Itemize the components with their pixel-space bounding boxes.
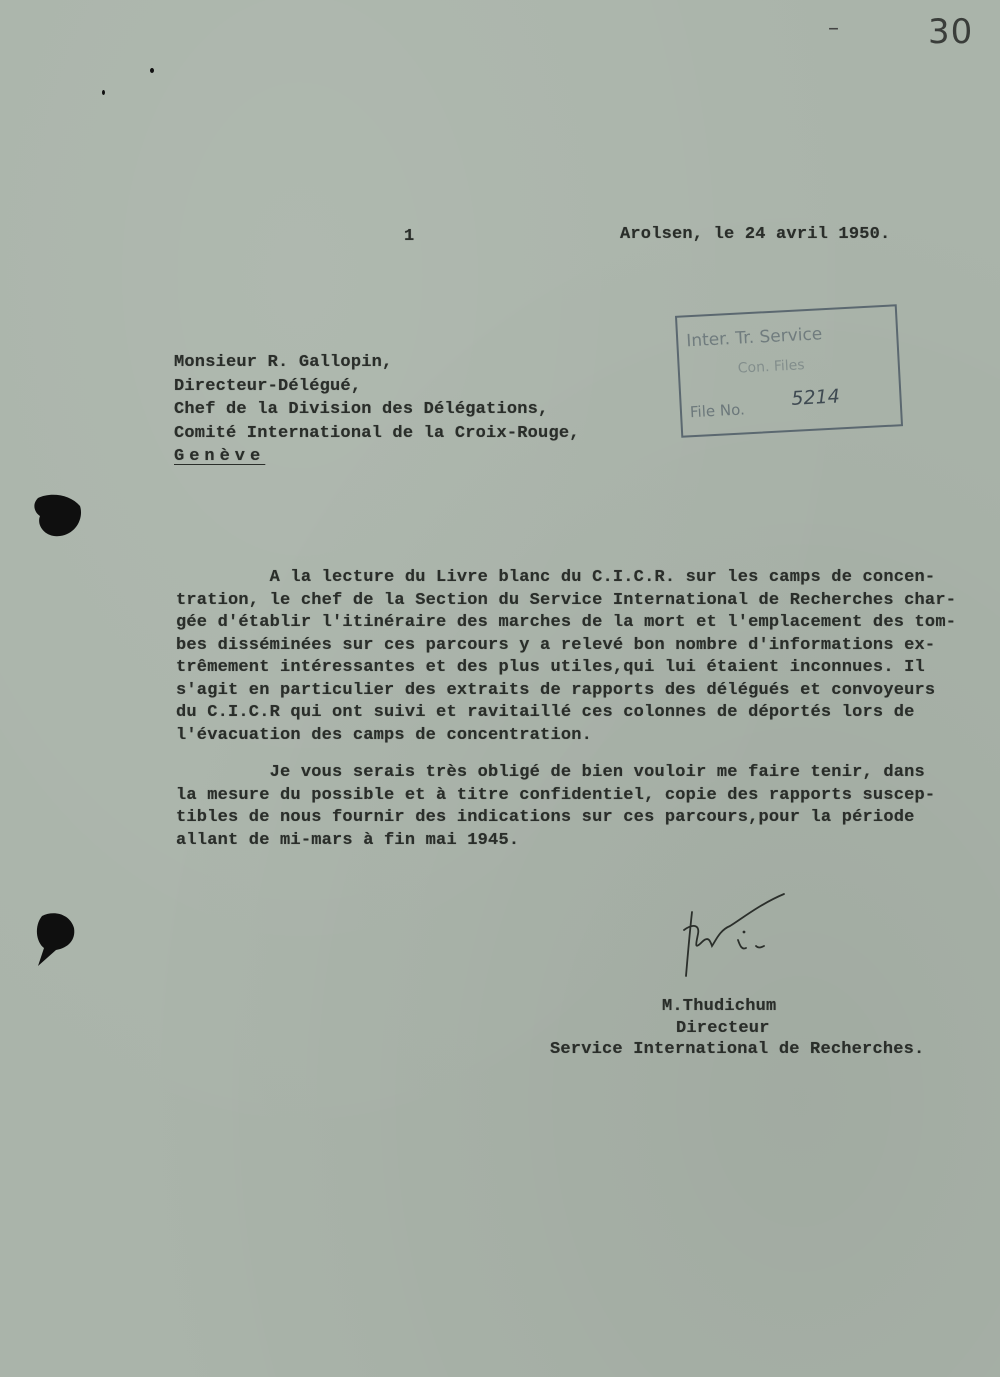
paragraph-1-line: s'agit en particulier des extraits de rapports des délégués et convoyeurs xyxy=(176,680,936,700)
addressee-division: Chef de la Division des Délégations, xyxy=(174,400,549,419)
paragraph-1-line: l'évacuation des camps de concentration. xyxy=(176,725,593,745)
paragraph-2-line: la mesure du possible et à titre confidentiel, copie des rapports suscep- xyxy=(176,785,936,805)
paragraph-1-line: trêmement intéressantes et des plus utiles,qui lui étaient inconnues. Il xyxy=(176,658,925,677)
punch-hole-top xyxy=(30,490,86,540)
addressee-name: Monsieur R. Gallopin, xyxy=(174,353,393,372)
stamp-file-label: File No. xyxy=(689,400,746,422)
punch-hole-bottom xyxy=(30,908,80,972)
addressee-title: Directeur-Délégué, xyxy=(174,376,362,396)
handwritten-initials xyxy=(680,890,790,982)
place-date: Arolsen, le 24 avril 1950. xyxy=(620,225,891,244)
addressee-city: Genève xyxy=(174,447,266,466)
reference-number: 1 xyxy=(404,227,415,246)
body-paragraph-2 xyxy=(176,762,935,852)
signatory-name: M.Thudichum xyxy=(662,997,777,1016)
signatory-organization: Service International de Recherches. xyxy=(550,1040,925,1059)
body-paragraph-1 xyxy=(176,567,956,747)
speck-mark xyxy=(102,90,105,95)
stamp-line-1: Inter. Tr. Service xyxy=(685,324,823,352)
paragraph-2-line: tibles de nous fournir des indications sur ces parcours,pour la période xyxy=(176,808,915,827)
addressee-block xyxy=(174,352,580,470)
paragraph-2-line: allant de mi-mars à fin mai 1945. xyxy=(176,830,520,850)
paragraph-1-line: bes disséminées sur ces parcours y a relevé bon nombre d'informations ex- xyxy=(176,635,936,655)
addressee-organization: Comité International de la Croix-Rouge, xyxy=(174,423,580,443)
paragraph-1-line: tration, le chef de la Section du Service International de Recherches char- xyxy=(176,590,957,610)
page-number: 30 xyxy=(928,12,974,52)
stamp-line-2: Con. Files xyxy=(737,357,805,377)
pencil-mark: – xyxy=(828,16,839,41)
stamp-file-number: 5214 xyxy=(790,385,841,410)
paragraph-1-line: gée d'établir l'itinéraire des marches de la mort et l'emplacement des tom- xyxy=(176,613,957,632)
signatory-title: Directeur xyxy=(676,1018,770,1038)
paragraph-1-line: du C.I.C.R qui ont suivi et ravitaillé ces colonnes de déportés lors de xyxy=(176,703,915,722)
registry-stamp xyxy=(675,304,903,437)
speck-mark xyxy=(150,68,154,73)
signature-block xyxy=(550,996,924,1061)
paragraph-1-line: A la lecture du Livre blanc du C.I.C.R. sur les camps de concen- xyxy=(176,568,936,587)
paragraph-2-line: Je vous serais très obligé de bien vouloir me faire tenir, dans xyxy=(176,763,925,782)
